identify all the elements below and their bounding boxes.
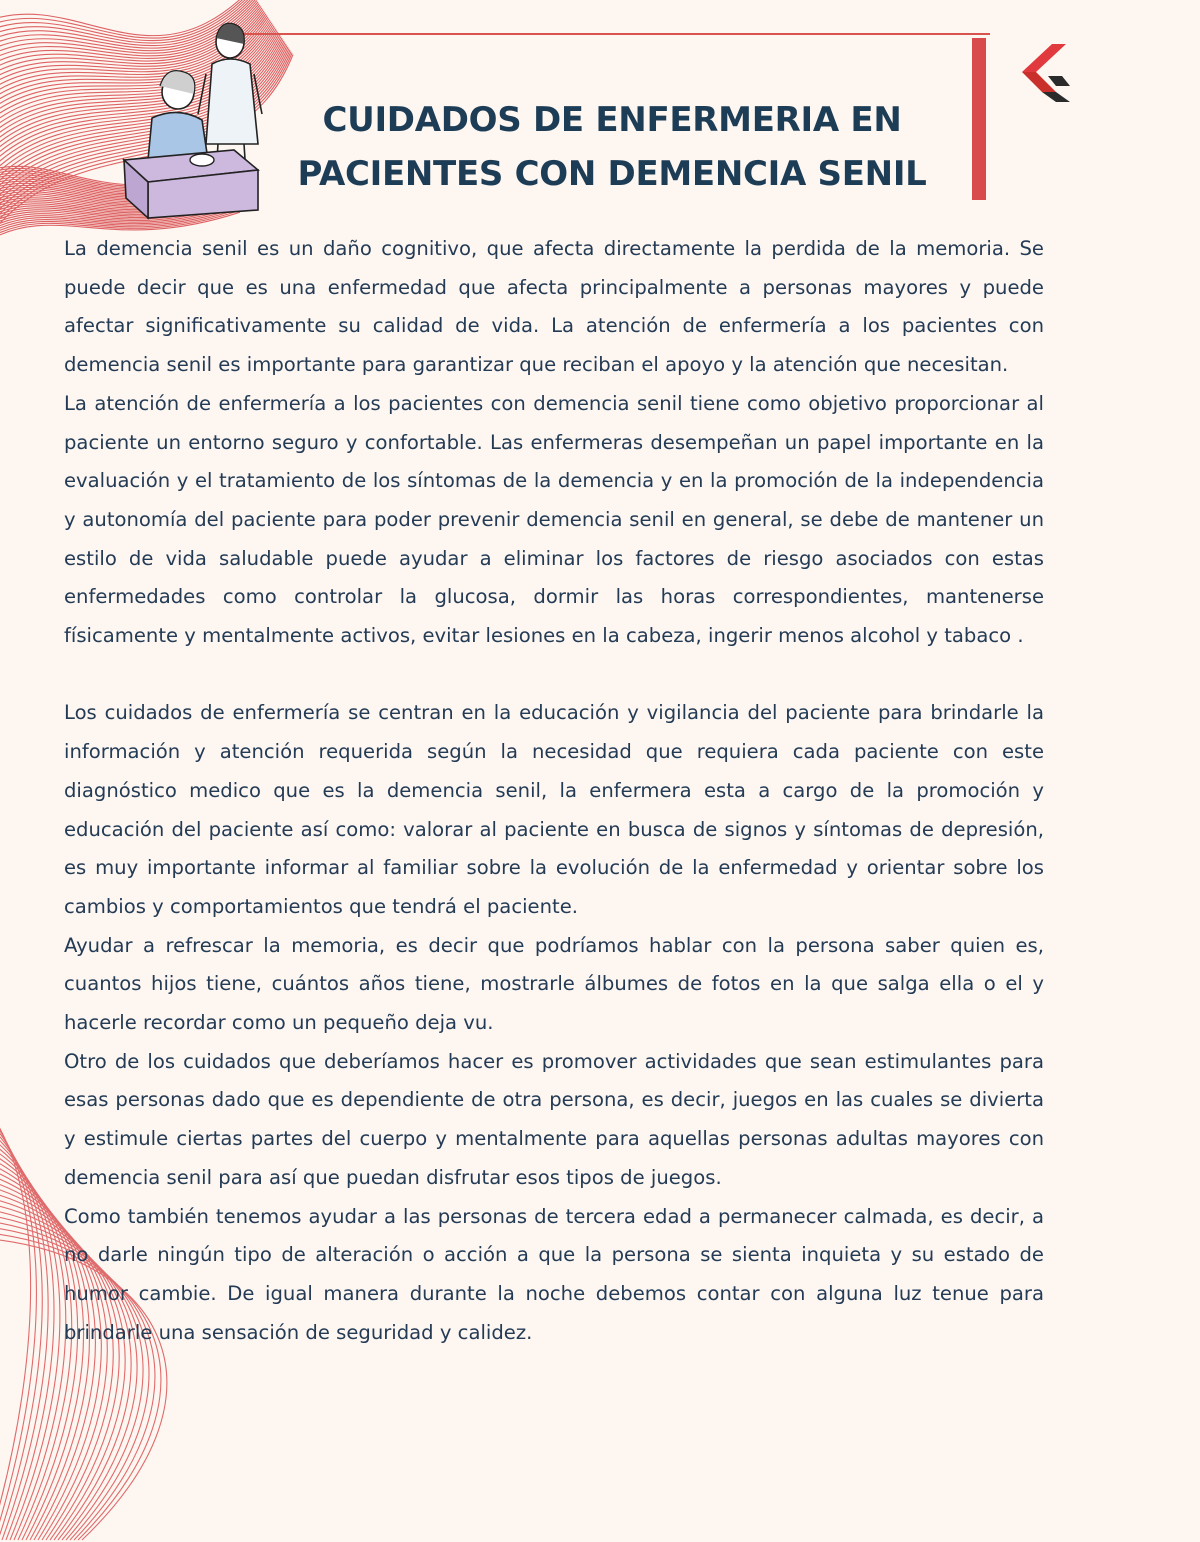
- elderly-patient-with-nurse-illustration: [118, 14, 278, 220]
- title-line-2: PACIENTES CON DEMENCIA SENIL: [297, 153, 927, 194]
- page-title: [262, 93, 962, 201]
- paragraph-3: Los cuidados de enfermería se centran en la educación y vigilancia del paciente para brindarle la información y atención requerida según la necesidad que requiera cada paciente con este diagnóstico medico que es la demencia senil, la enfermera esta a cargo de la promoción y educación del paciente así como: valorar al paciente en busca de signos y síntomas de depresión, es muy importante informar al familiar sobre la evolución de la enfermedad y orientar sobre los cambios y comportamientos que tendrá el paciente.: [64, 701, 1044, 918]
- paragraph-4: Ayudar a refrescar la memoria, es decir que podríamos hablar con la persona saber quien es, cuantos hijos tiene, cuántos años tiene, mostrarle álbumes de fotos en la que salga ella o el y hacerle recordar como un pequeño deja vu.: [64, 933, 1044, 1035]
- paragraph-5: Otro de los cuidados que deberíamos hacer es promover actividades que sean estimulantes para esas personas dado que es dependiente de otra persona, es decir, juegos en las cuales se divierta y estimule ciertas partes del cuerpo y mentalmente para aquellas personas adultas mayores con demencia senil para así que puedan disfrutar esos tipos de juegos.: [64, 1049, 1044, 1189]
- body-content: [64, 230, 1044, 1352]
- paragraph-spacer: [64, 656, 1044, 695]
- title-line-1: CUIDADOS DE ENFERMERIA EN: [322, 99, 902, 140]
- paragraph-6: Como también tenemos ayudar a las personas de tercera edad a permanecer calmada, es decir, a no darle ningún tipo de alteración o acción a que la persona se sienta inquieta y su estado de humor cambie. De igual manera durante la noche debemos contar con alguna luz tenue para brindarle una sensación de seguridad y calidez.: [64, 1204, 1044, 1344]
- red-chevron-logo-icon: [1012, 42, 1078, 104]
- header-accent-bar: [972, 38, 986, 200]
- paragraph-2: La atención de enfermería a los pacientes con demencia senil tiene como objetivo proporcionar al paciente un entorno seguro y confortable. Las enfermeras desempeñan un papel importante en la evaluación y el tratamiento de los síntomas de la demencia y en la promoción de la independencia y autonomía del paciente para poder prevenir demencia senil en general, se debe de mantener un estilo de vida saludable puede ayudar a eliminar los factores de riesgo asociados con estas enfermedades como controlar la glucosa, dormir las horas correspondientes, mantenerse físicamente y mentalmente activos, evitar lesiones en la cabeza, ingerir menos alcohol y tabaco .: [64, 391, 1044, 648]
- paragraph-1: La demencia senil es un daño cognitivo, que afecta directamente la perdida de la memoria. Se puede decir que es una enfermedad que afecta principalmente a personas mayores y puede afectar significativamente su calidad de vida. La atención de enfermería a los pacientes con demencia senil es importante para garantizar que reciban el apoyo y la atención que necesitan.: [64, 237, 1044, 377]
- header-rule: [240, 33, 990, 35]
